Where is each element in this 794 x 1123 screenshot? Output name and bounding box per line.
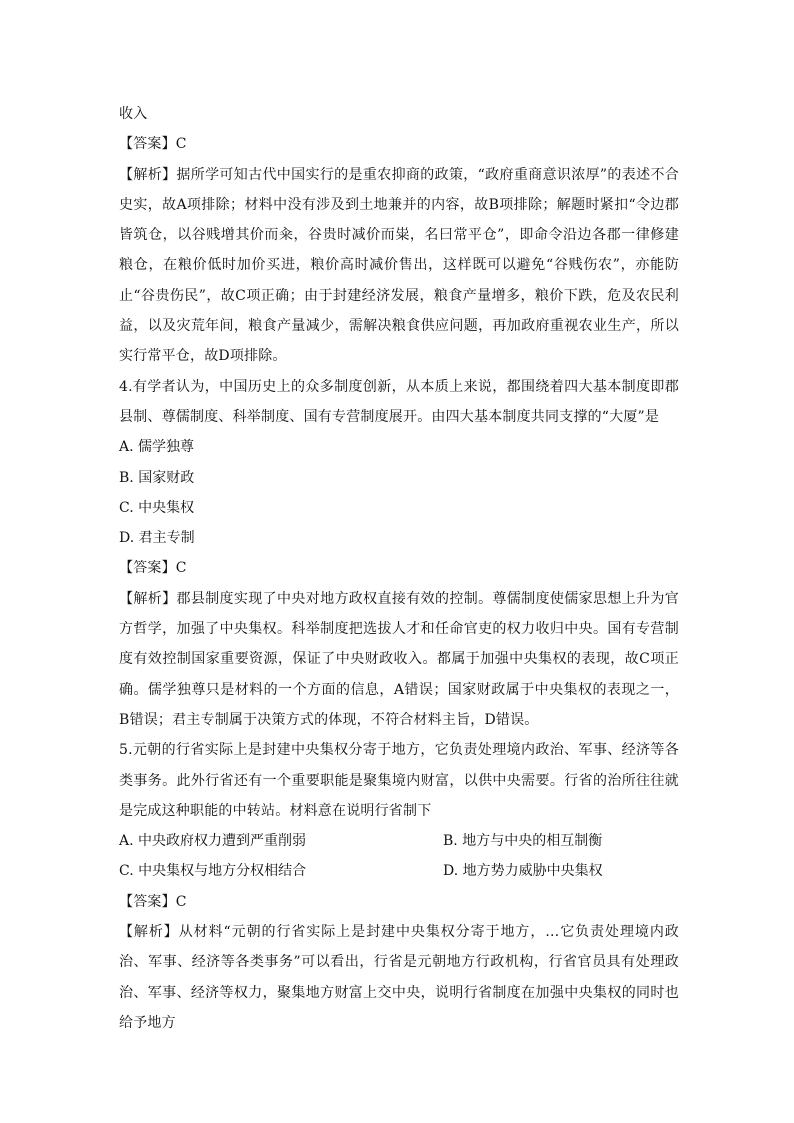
document-content	[119, 99, 679, 1038]
question-5-option-d: D. 地方势力威胁中央集权	[443, 863, 603, 880]
question-5-analysis: 【解析】从材料“元朝的行省实际上是封建中央集权分寄于地方，…它负责处理境内政治、军事、经济等各类事务”可以看出，行省是元朝地方行政机构，行省官员具有处理政治、军事、经济等权力，聚集地方财富上交中央，说明行省制度在加强中央集权的同时也给予地方	[119, 924, 679, 1031]
question-4-option-d: D. 君主专制	[119, 530, 195, 547]
prev-answer-label: 【答案】C	[119, 136, 187, 153]
question-4-option-a: A. 儒学独尊	[119, 439, 195, 456]
prev-answer-tail: 收入	[119, 106, 148, 122]
question-5-option-c: C. 中央集权与地方分权相结合	[119, 863, 307, 880]
question-4-analysis: 【解析】郡县制度实现了中央对地方政权直接有效的控制。尊儒制度使儒家思想上升为官方哲学，加强了中央集权。科举制度把选拔人才和任命官吏的权力收归中央。国有专营制度有效控制国家重要资源，保证了中央财政收入。都属于加强中央集权的表现，故C项正确。儒学独尊只是材料的一个方面的信息，A错误；国家财政属于中央集权的表现之一，B错误；君主专制属于决策方式的体现，不符合材料主旨，D错误。	[119, 590, 679, 728]
question-5-options-row-2	[119, 856, 679, 886]
question-5-options-row-1	[119, 826, 679, 856]
question-5-stem: 5.元朝的行省实际上是封建中央集权分寄于地方，它负责处理境内政治、军事、经济等各类事务。此外行省还有一个重要职能是聚集境内财富，以供中央需要。行省的治所往往就是完成这种职能的中转站。材料意在说明行省制下	[119, 742, 679, 819]
prev-analysis: 【解析】据所学可知古代中国实行的是重农抑商的政策，“政府重商意识浓厚”的表述不合史实，故A项排除；材料中没有涉及到土地兼并的内容，故B项排除；解题时紧扣“令边郡皆筑仓，以谷贱增其价而籴，谷贵时减价而粜，名曰常平仓”，即命令沿边各郡一律修建粮仓，在粮价低时加价买进，粮价高时减价售出，这样既可以避免“谷贱伤农”，亦能防止“谷贵伤民”，故C项正确；由于封建经济发展，粮食产量增多，粮价下跌，危及农民利益，以及灾荒年间，粮食产量减少，需解决粮食供应问题，再加政府重视农业生产，所以实行常平仓，故D项排除。	[119, 166, 679, 365]
question-4-option-c: C. 中央集权	[119, 499, 195, 516]
question-5-option-a: A. 中央政府权力遭到严重削弱	[119, 833, 307, 850]
question-5-answer: 【答案】C	[119, 893, 187, 910]
question-4-answer: 【答案】C	[119, 560, 187, 577]
question-5-option-b: B. 地方与中央的相互制衡	[443, 833, 603, 850]
question-4-option-b: B. 国家财政	[119, 469, 195, 486]
question-4-stem: 4.有学者认为，中国历史上的众多制度创新，从本质上来说，都围绕着四大基本制度即郡县制、尊儒制度、科举制度、国有专营制度展开。由四大基本制度共同支撑的“大厦”是	[119, 378, 679, 425]
